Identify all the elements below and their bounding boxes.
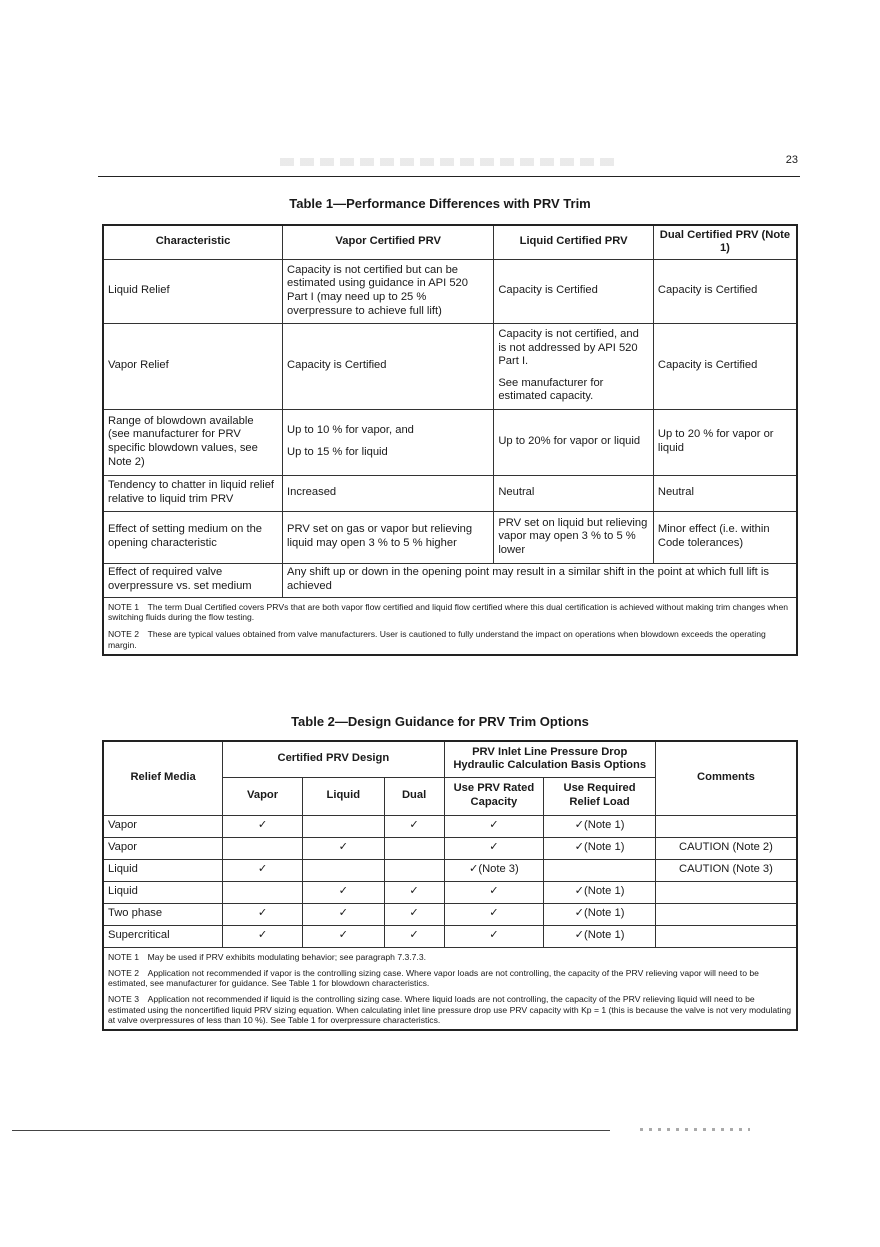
table2-title: Table 2—Design Guidance for PRV Trim Options [291, 714, 589, 729]
t2-check: ✓ [444, 815, 544, 837]
page-number: 23 [785, 154, 798, 166]
t2-check: ✓(Note 1) [544, 925, 656, 947]
t1-cell: Neutral [494, 475, 654, 511]
table-row [103, 259, 797, 323]
t2-header-dual: Dual [384, 777, 444, 815]
t1-notes [103, 597, 797, 655]
t1-header-dual: Dual Certified PRV (Note 1) [653, 225, 797, 259]
table-row [103, 881, 797, 903]
t2-check: ✓ [302, 903, 384, 925]
table-row [103, 409, 797, 475]
t1-cell: PRV set on gas or vapor but relieving liquid may open 3 % to 5 % higher [283, 511, 494, 563]
table-row [103, 475, 797, 511]
t1-merged-cell: Any shift up or down in the opening point may result in a similar shift in the point at which full lift is achieved [283, 563, 797, 597]
t1-cell: Minor effect (i.e. within Code tolerances) [653, 511, 797, 563]
t1-note-1: NOTE 1 The term Dual Certified covers PRVs that are both vapor flow certified and liquid flow certified where this dual certification is achieved without making trim changes when switching fluids during the flow testing. [108, 601, 789, 623]
t2-notes [103, 947, 797, 1030]
t2-comment [655, 925, 797, 947]
t2-header-use-required: Use Required Relief Load [544, 777, 656, 815]
t1-cell: Range of blowdown available (see manufacturer for PRV specific blowdown values, see Note 2) [103, 409, 283, 475]
t1-header-liquid: Liquid Certified PRV [494, 225, 654, 259]
t2-check [544, 859, 656, 881]
t1-cell: Effect of setting medium on the opening characteristic [103, 511, 283, 563]
t2-header-certified-design: Certified PRV Design [223, 741, 444, 777]
t1-cell-text: See manufacturer for estimated capacity. [498, 376, 604, 403]
t2-check: ✓ [384, 903, 444, 925]
t1-cell [283, 409, 494, 475]
t2-media: Vapor [103, 815, 223, 837]
t2-check: ✓(Note 1) [544, 837, 656, 859]
t2-check [302, 859, 384, 881]
t2-header-relief-media: Relief Media [103, 741, 223, 815]
t2-check: ✓ [384, 925, 444, 947]
t1-cell: Effect of required valve overpressure vs. set medium [103, 563, 283, 597]
t2-check: ✓ [444, 925, 544, 947]
t1-cell: PRV set on liquid but relieving vapor may open 3 % to 5 % lower [494, 511, 654, 563]
t2-check: ✓ [223, 925, 303, 947]
t1-cell-text: Up to 10 % for vapor, and [287, 424, 414, 437]
running-header [280, 158, 620, 166]
table2 [102, 740, 798, 1031]
t2-note-1: NOTE 1 May be used if PRV exhibits modulating behavior; see paragraph 7.3.7.3. [108, 951, 426, 962]
t1-cell-text: Capacity is not certified, and is not addressed by API 520 Part I. [498, 327, 639, 368]
table-notes-row [103, 597, 797, 655]
footer-rule [12, 1130, 610, 1131]
header-rule [98, 176, 800, 177]
t1-cell: Capacity is Certified [653, 259, 797, 323]
table-notes-row [103, 947, 797, 1030]
t2-check: ✓ [223, 903, 303, 925]
table-row [103, 511, 797, 563]
t2-check: ✓(Note 1) [544, 903, 656, 925]
t2-header-liquid: Liquid [302, 777, 384, 815]
t2-note-2: NOTE 2 Application not recommended if vapor is the controlling sizing case. Where vapor loads are not controlling, the capacity of the PRV relieving vapor will need to be estimated, see manufacturer for guidance. See Table 1 for blowdown characteristics. [108, 967, 759, 989]
t2-comment [655, 903, 797, 925]
t2-check: ✓(Note 3) [444, 859, 544, 881]
t1-cell: Up to 20 % for vapor or liquid [653, 409, 797, 475]
t2-check: ✓ [302, 881, 384, 903]
t2-check [384, 859, 444, 881]
t1-cell: Liquid Relief [103, 259, 283, 323]
t2-check: ✓(Note 1) [544, 815, 656, 837]
t2-comment: CAUTION (Note 3) [655, 859, 797, 881]
t2-check: ✓ [384, 881, 444, 903]
t2-media: Two phase [103, 903, 223, 925]
t1-cell: Capacity is Certified [283, 323, 494, 409]
t2-check: ✓ [444, 881, 544, 903]
t2-comment [655, 881, 797, 903]
t1-cell: Increased [283, 475, 494, 511]
t2-check: ✓ [302, 837, 384, 859]
table-row [103, 563, 797, 597]
t1-cell: Up to 20% for vapor or liquid [494, 409, 654, 475]
table-row [103, 903, 797, 925]
table-row [103, 323, 797, 409]
t2-check: ✓ [302, 925, 384, 947]
table-row [103, 925, 797, 947]
t1-cell: Capacity is not certified but can be estimated using guidance in API 520 Part I (may need up to 25 % overpressure to achieve full lift) [283, 259, 494, 323]
t1-cell-text: Up to 15 % for liquid [287, 446, 388, 458]
t1-header-vapor: Vapor Certified PRV [283, 225, 494, 259]
t2-check: ✓ [384, 815, 444, 837]
t2-comment [655, 815, 797, 837]
table-row [103, 837, 797, 859]
t2-check: ✓ [223, 815, 303, 837]
t2-check: ✓ [444, 903, 544, 925]
t2-check [223, 881, 303, 903]
t2-header-inlet-line: PRV Inlet Line Pressure Drop Hydraulic Calculation Basis Options [444, 741, 655, 777]
t2-media: Vapor [103, 837, 223, 859]
t2-header-vapor: Vapor [223, 777, 303, 815]
t2-check [302, 815, 384, 837]
t2-note-3: NOTE 3 Application not recommended if liquid is the controlling sizing case. Where liquid loads are not controlling, the capacity of the PRV relieving liquid will need to be estimated using the noncertified liquid PRV sizing equation. When calculating inlet line pressure drop use PRV capacity with Kp = 1 (this is because the valve is not very modulating at valve overpressures of less than 10 %). See Table 1 for overpressure characteristics. [108, 994, 792, 1026]
t1-header-characteristic: Characteristic [103, 225, 283, 259]
t2-check: ✓ [223, 859, 303, 881]
t1-cell: Capacity is Certified [494, 259, 654, 323]
table1-title: Table 1—Performance Differences with PRV Trim [289, 196, 591, 211]
t1-cell: Capacity is Certified [653, 323, 797, 409]
t1-cell: Neutral [653, 475, 797, 511]
t2-media: Supercritical [103, 925, 223, 947]
table-row [103, 859, 797, 881]
footer-marks [640, 1128, 750, 1131]
t2-header-use-rated: Use PRV Rated Capacity [444, 777, 544, 815]
t1-note-2: NOTE 2 These are typical values obtained from valve manufacturers. User is cautioned to fully understand the impact on operations when blowdown exceeds the operating margin. [108, 628, 766, 650]
t1-cell [494, 323, 654, 409]
t2-media: Liquid [103, 881, 223, 903]
t2-header-comments: Comments [655, 741, 797, 815]
t2-check: ✓ [444, 837, 544, 859]
t2-check [384, 837, 444, 859]
t1-cell: Vapor Relief [103, 323, 283, 409]
table1 [102, 224, 798, 656]
t2-comment: CAUTION (Note 2) [655, 837, 797, 859]
t1-cell: Tendency to chatter in liquid relief relative to liquid trim PRV [103, 475, 283, 511]
table-row [103, 815, 797, 837]
t2-check [223, 837, 303, 859]
t2-check: ✓(Note 1) [544, 881, 656, 903]
t2-media: Liquid [103, 859, 223, 881]
